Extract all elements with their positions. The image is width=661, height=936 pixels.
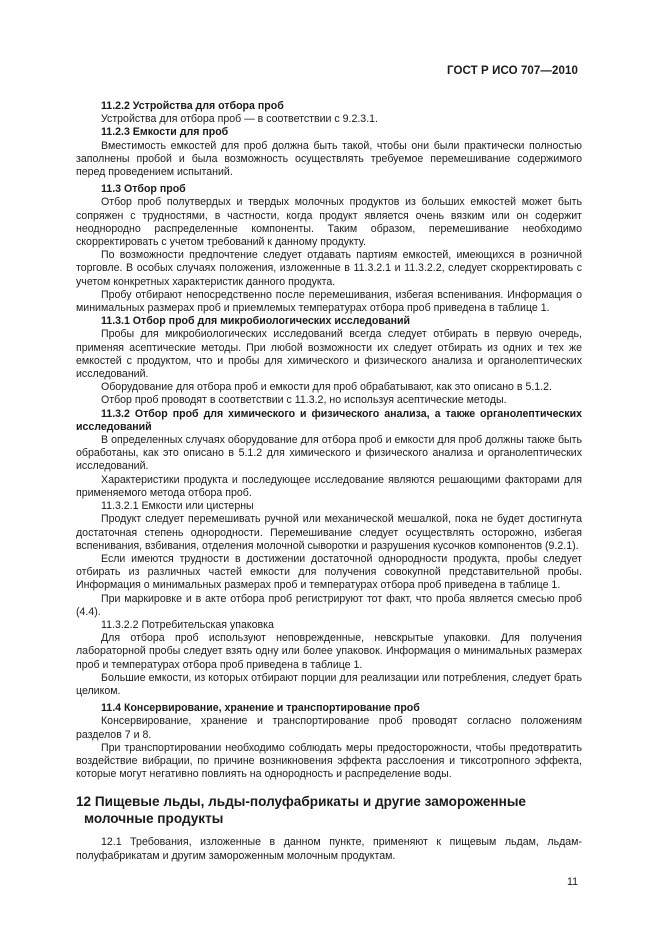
paragraph: В определенных случаях оборудование для отбора проб и емкости для проб должны также быть обработаны, как это описано в 5.1.2 для химического и физического анализа и органолептических исследований. — [76, 434, 582, 473]
paragraph: При маркировке и в акте отбора проб регистрируют тот факт, что проба является смесью проб (4.4). — [76, 592, 582, 618]
section-heading-12: 12 Пищевые льды, льды-полуфабрикаты и другие замороженные молочные продукты — [76, 794, 526, 826]
paragraph: Оборудование для отбора проб и емкости для проб обрабатывают, как это описано в 5.1.2. — [101, 381, 552, 394]
paragraph: Устройства для отбора проб — в соответствии с 9.2.3.1. — [101, 113, 378, 126]
paragraph: Вместимость емкостей для проб должна быть такой, чтобы они были практически полностью заполнены пробой и была возможность осуществлять требуемое перемешивание содержимого перед проведением испытаний. — [76, 139, 582, 179]
heading-11-3-1: 11.3.1 Отбор проб для микробиологических исследований — [101, 315, 411, 328]
paragraph: По возможности предпочтение следует отдавать партиям емкостей, имеющихся в розничной торговле. В особых случаях положения, изложенные в 11.3.2.1 и 11.3.2.2, следует скорректировать с учетом конкретных характеристик данного продукта. — [76, 249, 582, 288]
document-code: ГОСТ Р ИСО 707—2010 — [446, 65, 578, 77]
paragraph: Консервирование, хранение и транспортирование проб проводят согласно положениям разделов 7 и 8. — [76, 715, 582, 741]
heading-11-3-2-2: 11.3.2.2 Потребительская упаковка — [101, 618, 274, 631]
paragraph: Если имеются трудности в достижении достаточной однородности продукта, пробы следует отбирать из различных частей емкости для получения совокупной представительной пробы. Информация о минимальных размерах проб и температурах отбора проб приведена в таблице 1. — [76, 552, 582, 592]
heading-11-3-2-1: 11.3.2.1 Емкости или цистерны — [101, 500, 254, 513]
paragraph: Отбор проб проводят в соответствии с 11.3.2, но используя асептические методы. — [101, 394, 507, 407]
page-number: 11 — [567, 876, 578, 888]
paragraph: Продукт следует перемешивать ручной или механической мешалкой, пока не будет достигнута достаточная степень однородности. Перемешивание следует осуществлять осторожно, избегая вспенивания, взбивания, отделения молочной сыворотки и разрушения кусочков компонентов (9.2.1). — [76, 513, 582, 552]
page-body — [76, 100, 582, 863]
paragraph: Пробы для микробиологических исследований всегда следует отбирать в первую очередь, применяя асептические методы. При любой возможности их следует отбирать из одних и тех же емкостей с продуктом, что и пробы для химического и физического анализа и органолептических исследований. — [76, 328, 582, 381]
paragraph: 12.1 Требования, изложенные в данном пункте, применяют к пищевым льдам, льдам-полуфабрикатам и другим замороженным молочным продуктам. — [76, 836, 582, 862]
heading-11-3-2: 11.3.2 Отбор проб для химического и физического анализа, а также органолептических исследований — [76, 407, 582, 433]
paragraph: Отбор проб полутвердых и твердых молочных продуктов из больших емкостей может быть сопряжен с трудностями, в частности, когда продукт является очень вязким или он содержит неоднородно распределенные компоненты. Таким образом, перемешивание необходимо скорректировать с учетом требований к данному продукту. — [76, 196, 582, 249]
heading-11-2-2: 11.2.2 Устройства для отбора проб — [101, 100, 284, 112]
heading-11-3: 11.3 Отбор проб — [101, 183, 186, 196]
heading-11-4: 11.4 Консервирование, хранение и транспортирование проб — [101, 702, 420, 715]
paragraph: Характеристики продукта и последующее исследование являются решающими факторами для применяемого метода отбора проб. — [76, 473, 582, 499]
paragraph: Пробу отбирают непосредственно после перемешивания, избегая вспенивания. Информация о минимальных размерах проб и приемлемых температурах отбора проб приведена в таблице 1. — [76, 288, 582, 315]
paragraph: Большие емкости, из которых отбирают порции для реализации или потребления, следует брать целиком. — [76, 671, 582, 697]
paragraph: При транспортировании необходимо соблюдать меры предосторожности, чтобы предотвратить воздействие вибрации, по причине возникновения эффекта расслоения и тиксотропного эффекта, которые могут негативно повлиять на однородность и распределение воды. — [76, 741, 582, 781]
paragraph: Для отбора проб используют неповрежденные, невскрытые упаковки. Для получения лабораторной пробы следует взять одну или более упаковок. Информация о минимальных размерах проб и температурах отбора проб приведена в таблице 1. — [76, 632, 582, 671]
heading-11-2-3: 11.2.3 Емкости для проб — [101, 126, 229, 139]
